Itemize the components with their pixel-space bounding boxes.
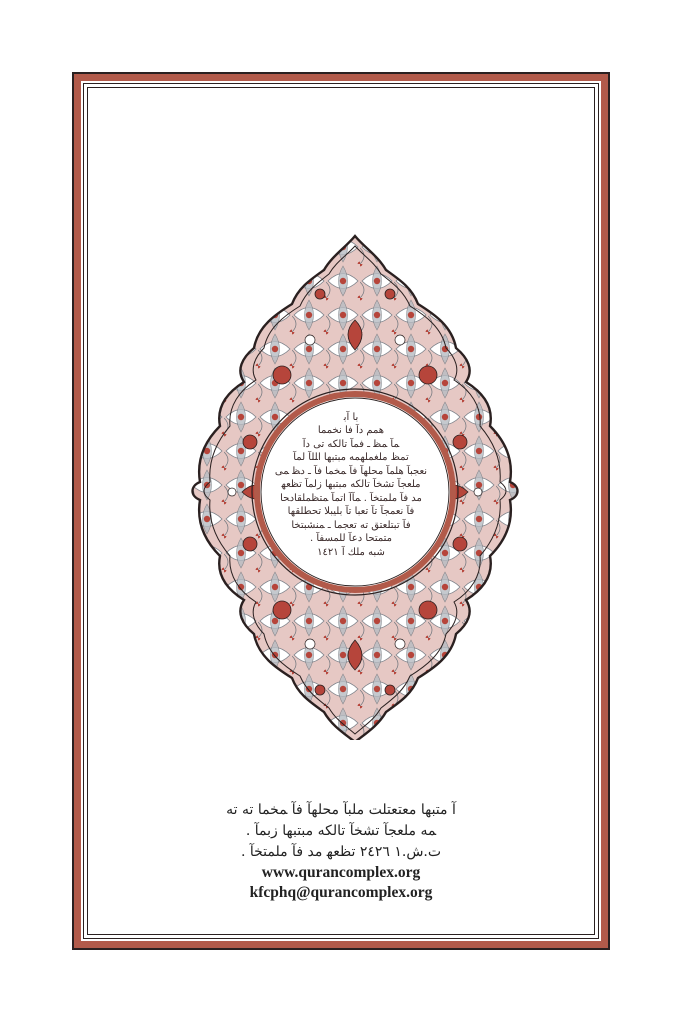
footer-line-3: ﺕ.ﺵ.١ ٢٤٢٦ ﺗﻈﻌﻬ ﻣﺪ ﻓﺂ ﻣﻠﻤﺘﺨﺂ . [240, 844, 442, 860]
medallion-text-line: ﻓﺂ ﺗﺒﺘﻠﻌﺘﻖ ﺗﻪ ﺗﻌﺠﻤﺎ ـ ﻤﻨﺸﺒﺘﺨﺎ [291, 519, 411, 531]
publisher-footer [100, 800, 582, 903]
medallion-text-line: ﻤﺂ ﻤﻈ ـ ﻓﻤﺂ ﺗﺎﻟﻜﻪ ﺗﻰ ﺩﺁ [302, 438, 400, 450]
medallion-text-line: ﻣﻠﻌﺠﺂ ﺗﺸﺨﺂ ﺗﺎﻟﻜﻪ ﻣﺒﺘﺒﻬﺎ ﺯﻟﻤﺂ ﺗﻈﻌﻬ [281, 479, 421, 491]
medallion-text-line: ﺗﻤﻆ ﻣﻠﻐﻤﻠﻬﻤﻪ ﻣﺒﺘﺒﻬﺎ ﺍﻠﻠﺂ ﻟﻤﺂ [293, 452, 409, 464]
medallion-text-line: ﺷﺒﻪ ﻣﻠﻚ ﺁ ١٤٢١ [317, 546, 385, 558]
medallion-text-line: ﻣﺪ ﻓﺂ ﻣﻠﻤﺘﺨﺂ . ﻤﺂﺁ ﺍﺗﻤﺂ ﻤﺘﻈﻤﻠﻘﺎﺩﺤﺎ [280, 492, 422, 504]
email-link[interactable]: kfcphq@qurancomplex.org [249, 884, 433, 901]
medallion-text-line: ﻫﻤﻢ ﺩﺁ ﻓﺎ ﻧﺨﻤﻤﺎ [317, 425, 385, 437]
footer-line-1: ﺁ ﻣﺘﺒﻬﺎ ﻣﻌﺘﻌﺘﻠﺖ ﻣﻠﺒﺂ ﻣﺤﻠﻬﺂ ﻓﺂ ﻤﺨﻤﺎ ﺗﻪ ﺗﻪ [226, 802, 456, 818]
medallion-text-line: ﻣﺘﻤﺘﺤﺎ ﺩﻋﺂ ﻟﻠﻤﺴﻔﺂ . [309, 533, 393, 545]
medallion-text-line: ﻓﺂ ﻧﻌﻤﺠﺂ ﺗﺂ ﺗﻌﺒﺎ ﺗﺂ ﺑﻠﻴﺒﻠﺎ ﺗﺤﻄﻠﻘﻬﺎ [287, 506, 415, 518]
medallion-text-line: ﻧﻌﺠﺒﺂ ﻫﻠﻤﺂ ﻣﺤﻠﻬﺂ ﻓﺂ ﻤﺨﻤﺎ ﻓﺂ ـ ﺩﻈ ﻤﻰ [274, 465, 428, 477]
website-link[interactable]: www.qurancomplex.org [261, 864, 421, 881]
footer-line-2: ﻤﻪ ﻣﻠﻌﺠﺂ ﺗﺸﺨﺂ ﺗﺎﻟﻜﻪ ﻣﺒﺘﺒﻬﺎ ﺯﺑﻤﺂ . [245, 823, 437, 839]
medallion-text-block [258, 392, 444, 578]
medallion-text-line: ﺑﺎ ﺁﺑ [343, 411, 359, 423]
